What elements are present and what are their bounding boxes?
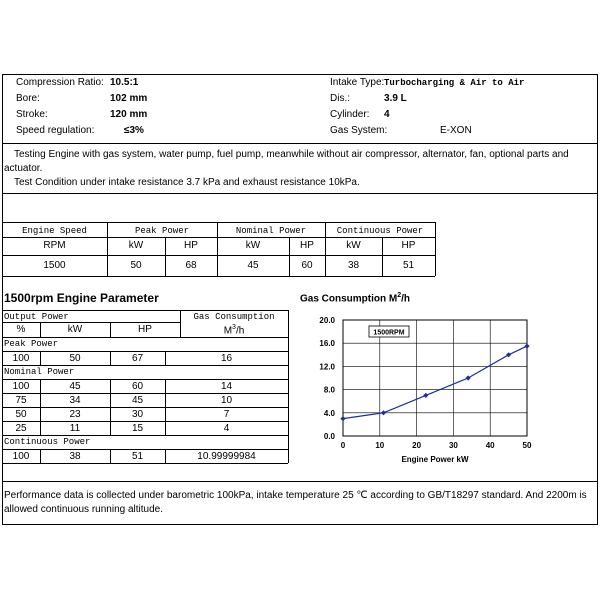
displacement-label: Dis.: [330,93,350,104]
table-cell: 67 [131,353,144,364]
output-power-header: Output Power [4,312,69,322]
x-tick-label: 40 [485,441,495,450]
frame-top-line [2,74,598,75]
notes-line-3: Test Condition under intake resistance 3.7 kPa and exhaust resistance 10kPa. [14,177,360,188]
param-table-rule [2,310,288,311]
y-tick-label: 12.0 [319,362,335,372]
notes-line-1: Testing Engine with gas system, water pump, fuel pump, meanwhile without air compressor, alternator, fan, optional parts and [14,149,569,160]
stroke-value: 120 mm [110,109,148,120]
unit-peak-kw: kW [128,240,144,251]
param-table-rule [2,421,288,422]
power-table-rule [2,255,435,256]
param-table-rule [2,449,288,450]
x-tick-label: 30 [448,441,458,450]
table-cell: 10.99999984 [197,451,256,462]
cylinder-value: 4 [384,109,390,120]
value-rpm: 1500 [43,260,66,271]
value-peak-hp: 68 [185,260,197,271]
table-cell: 15 [131,423,144,434]
x-tick-label: 10 [375,441,385,450]
unit-continuous-kw: kW [346,240,361,251]
compression-ratio-label: Compression Ratio: [16,77,104,88]
peak-power-section-label: Peak Power [4,339,59,349]
table-cell: 14 [220,381,233,392]
gas-consumption-header: Gas Consumption [193,312,275,322]
frame-right-line [597,74,598,524]
value-continuous-kw: 38 [347,260,360,271]
footer-line-2: allowed continuous running altitude. [4,504,163,515]
param-table-rule [2,435,288,436]
bore-label: Bore: [16,93,40,104]
param-table-rule [2,337,288,338]
table-cell: 75 [15,395,27,406]
gas-unit-tail: /h [235,325,245,337]
param-table-rule [2,365,288,366]
power-table-rule [2,222,435,223]
value-nominal-kw: 45 [247,260,259,271]
param-table-rule [288,310,289,463]
param-table-rule [2,379,288,380]
param-table-rule [2,463,288,464]
gas-unit-base: M [223,325,233,337]
table-cell: 4 [223,423,230,434]
y-tick-label: 20.0 [319,316,335,325]
table-cell: 51 [131,451,144,462]
table-cell: 45 [131,395,144,406]
table-cell: 100 [12,381,30,392]
displacement-value: 3.9 L [384,93,407,104]
param-table-title: 1500rpm Engine Parameter [4,291,159,305]
legend-label: 1500RPM [373,329,405,337]
x-tick-label: 20 [412,441,422,450]
unit-peak-hp: HP [184,240,198,251]
chart-title-sup: 2 [397,292,402,299]
x-axis-label: Engine Power kW [401,455,469,464]
y-tick-label: 0.0 [323,432,335,441]
table-cell: 34 [69,395,81,406]
header-engine-speed: Engine Speed [22,226,87,236]
chart-title [300,292,410,304]
frame-bottom-line [2,524,598,525]
table-cell: 50 [69,353,81,364]
col-unit-kw: kW [67,324,83,335]
table-cell: 50 [15,409,27,420]
power-table-rule [2,276,435,277]
intake-type-value: Turbocharging & Air to Air [384,78,525,88]
notes-line-2: actuator. [4,163,43,174]
cylinder-label: Cylinder: [330,109,370,120]
specs-divider [2,143,598,144]
col-unit-percent: % [16,324,26,335]
gas-unit [180,324,288,336]
compression-ratio-value: 10.5:1 [110,77,139,88]
bore-value: 102 mm [110,93,148,104]
power-table-rule [435,222,436,276]
table-cell: 16 [220,353,233,364]
x-tick-label: 0 [340,441,346,450]
intake-type-label: Intake Type: [330,77,385,88]
table-cell: 100 [12,353,30,364]
table-cell: 7 [223,409,230,420]
x-tick-label: 50 [522,441,532,450]
table-cell: 60 [131,381,144,392]
chart-title-tail: /h [401,293,411,305]
table-cell: 30 [131,409,144,420]
header-continuous-power: Continuous Power [336,226,424,236]
stroke-label: Stroke: [16,109,48,120]
value-peak-kw: 50 [130,260,142,271]
unit-continuous-hp: HP [401,240,416,251]
table-cell: 11 [69,423,81,434]
table-cell: 10 [220,395,233,406]
speed-regulation-label: Speed regulation: [16,125,95,136]
table-cell: 100 [12,451,30,462]
y-tick-label: 16.0 [319,339,335,349]
param-table-rule [2,407,288,408]
y-tick-label: 4.0 [323,408,335,418]
continuous-power-section-label: Continuous Power [4,437,91,447]
table-cell: 38 [69,451,81,462]
value-continuous-hp: 51 [402,260,415,271]
y-tick-label: 8.0 [323,385,335,395]
header-peak-power: Peak Power [134,226,189,236]
footer-line-1: Performance data is collected under barometric 100kPa, intake temperature 25 ℃ according to GB/T18297 standard. And 2200m is [4,490,587,501]
notes-divider [2,193,598,194]
gas-consumption-chart [310,308,570,473]
value-nominal-hp: 60 [301,260,313,271]
header-nominal-power: Nominal Power [235,226,307,236]
gas-system-label: Gas System: [330,125,388,136]
footer-divider [2,481,598,482]
param-table-rule [2,393,288,394]
unit-nominal-hp: HP [300,240,314,251]
gas-unit-sup: 3 [232,324,236,331]
chart-title-base: Gas Consumption M [300,293,398,305]
param-table-rule [2,351,288,352]
col-unit-hp: HP [138,324,152,335]
unit-rpm: RPM [43,240,66,251]
gas-system-value: E-XON [440,125,472,136]
power-table-rule [2,237,435,238]
table-cell: 25 [15,423,27,434]
nominal-power-section-label: Nominal Power [4,367,75,377]
unit-nominal-kw: kW [245,240,261,251]
param-table-rule [2,322,180,323]
table-cell: 23 [69,409,81,420]
table-cell: 45 [69,381,81,392]
speed-regulation-value: ≤3% [124,125,144,136]
